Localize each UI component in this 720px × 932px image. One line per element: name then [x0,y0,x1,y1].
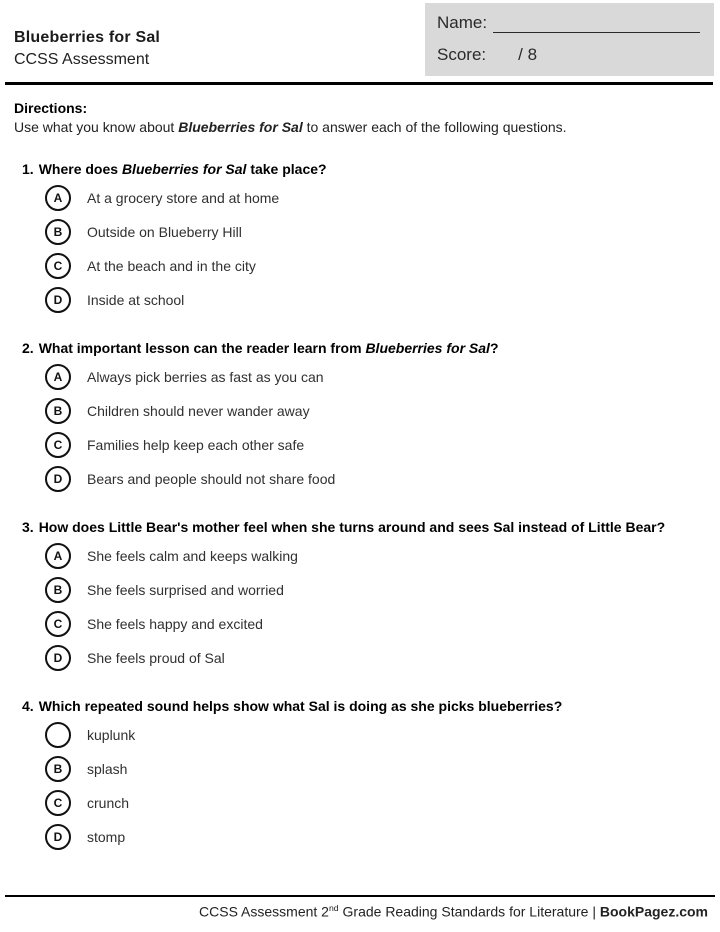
text-segment: to answer each of the following questions. [302,119,567,135]
directions-label: Directions: [14,100,88,116]
options-list [22,543,706,671]
answer-bubble-letter: B [53,583,63,597]
option-row [22,185,706,211]
question-text [39,161,327,177]
footer-text [0,903,720,920]
option-row [22,645,706,671]
answer-bubble-letter: D [53,830,63,844]
text-segment: Grade Reading Standards for Literature | [338,904,600,920]
option-label: At the beach and in the city [87,258,256,274]
question-heading [22,519,706,535]
option-row [22,790,706,816]
question-number: 4. [22,698,34,714]
text-segment: ? [489,340,499,356]
option-row [22,543,706,569]
option-row [22,611,706,637]
option-label: crunch [87,795,130,811]
answer-bubble-letter: A [53,370,63,384]
option-row [22,756,706,782]
option-row [22,722,706,748]
option-label: Families help keep each other safe [87,437,305,453]
name-label: Name: [437,13,488,32]
questions-list [0,161,720,877]
text-segment: Blueberries for Sal [178,119,303,135]
footer [0,895,720,932]
header-divider [5,82,713,85]
page-subtitle: CCSS Assessment [14,51,150,68]
option-row [22,253,706,279]
question-block [22,161,706,313]
options-list [22,722,706,850]
option-label: Always pick berries as fast as you can [87,369,324,385]
answer-bubble[interactable] [45,432,71,458]
text-segment: nd [328,903,339,914]
text-segment: What important lesson can the reader learn from [38,340,366,356]
answer-bubble[interactable] [45,756,71,782]
text-segment: Use what you know about [14,119,179,135]
option-label: Outside on Blueberry Hill [87,224,242,240]
option-label: Children should never wander away [87,403,310,419]
answer-bubble[interactable] [45,219,71,245]
answer-bubble[interactable] [45,398,71,424]
option-label: kuplunk [87,727,136,743]
option-row [22,398,706,424]
directions [14,100,706,135]
answer-bubble-letter: C [53,617,63,631]
answer-bubble[interactable] [45,645,71,671]
question-number: 3. [22,519,34,535]
name-score-box [425,3,714,76]
option-row [22,824,706,850]
footer-divider [5,895,715,897]
answer-bubble-letter: C [53,259,63,273]
option-label: At a grocery store and at home [87,190,280,206]
answer-bubble-letter: C [53,438,63,452]
answer-bubble-letter: B [53,762,63,776]
option-row [22,287,706,313]
option-label: She feels surprised and worried [87,582,284,598]
option-row [22,466,706,492]
question-number: 2. [22,340,34,356]
answer-bubble-letter: B [53,225,63,239]
answer-bubble-letter: D [53,651,63,665]
text-segment: Blueberries for Sal [365,340,490,356]
text-segment: Blueberries for Sal [121,161,247,177]
option-label: She feels calm and keeps walking [87,548,298,564]
answer-bubble[interactable] [45,466,71,492]
text-segment: CCSS Assessment 2 [199,904,329,920]
option-label: Inside at school [87,292,185,308]
page-title: Blueberries for Sal [14,29,161,46]
answer-bubble[interactable] [45,790,71,816]
name-row [437,13,700,33]
answer-bubble[interactable] [45,253,71,279]
question-text [39,519,665,535]
option-label: She feels proud of Sal [87,650,225,666]
name-blank-line[interactable] [493,14,700,33]
question-block [22,519,706,671]
text-segment: Where does [38,161,122,177]
answer-bubble[interactable] [45,287,71,313]
option-row [22,219,706,245]
text-segment: take place? [246,161,327,177]
answer-bubble[interactable] [45,364,71,390]
question-heading [22,340,706,356]
answer-bubble[interactable] [45,722,71,748]
question-heading [22,161,706,177]
question-text [39,698,563,714]
option-row [22,432,706,458]
option-label: stomp [87,829,126,845]
answer-bubble-letter: D [53,293,63,307]
question-number: 1. [22,161,34,177]
options-list [22,185,706,313]
score-row [437,45,700,65]
option-label: She feels happy and excited [87,616,263,632]
header [0,0,720,76]
option-label: Bears and people should not share food [87,471,336,487]
answer-bubble-letter: C [53,796,63,810]
text-segment: Which repeated sound helps show what Sal is doing as she picks blueberries? [38,698,563,714]
answer-bubble-letter: A [53,191,63,205]
answer-bubble[interactable] [45,611,71,637]
question-block [22,698,706,850]
score-value: / 8 [518,45,538,64]
text-segment: How does Little Bear's mother feel when she turns around and sees Sal instead of Little Bear? [38,519,666,535]
option-row [22,577,706,603]
question-block [22,340,706,492]
question-heading [22,698,706,714]
header-title-block [14,29,160,76]
answer-bubble[interactable] [45,824,71,850]
text-segment: BookPagez.com [599,904,708,920]
question-text [39,340,499,356]
score-label: Score: [437,45,487,64]
directions-text [14,119,706,135]
options-list [22,364,706,492]
answer-bubble-letter: B [53,404,63,418]
answer-bubble[interactable] [45,185,71,211]
answer-bubble[interactable] [45,543,71,569]
option-label: splash [87,761,128,777]
option-row [22,364,706,390]
answer-bubble[interactable] [45,577,71,603]
answer-bubble-letter: D [53,472,63,486]
answer-bubble-letter: A [53,549,63,563]
